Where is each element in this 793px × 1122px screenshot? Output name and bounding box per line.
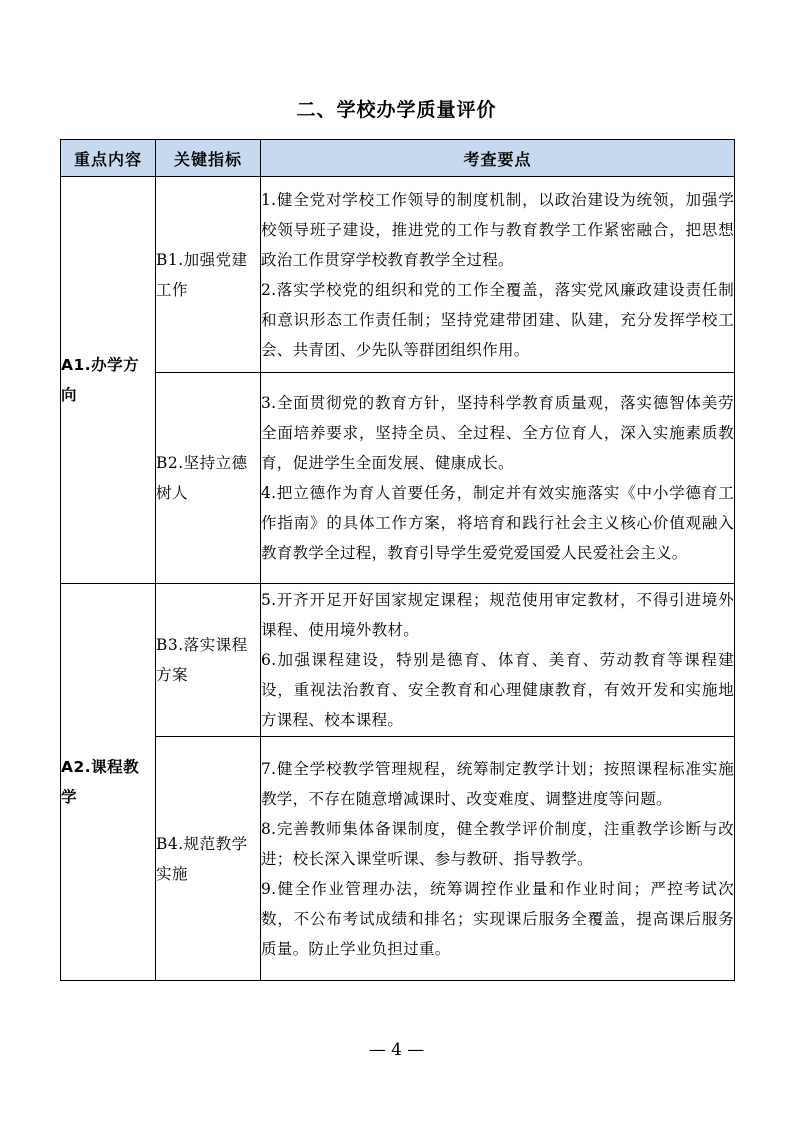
check-point: 5.开齐开足开好国家规定课程；规范使用审定教材，不得引进境外课程、使用境外教材。	[261, 591, 734, 639]
table-header-row	[61, 140, 735, 177]
evaluation-table	[60, 139, 735, 981]
check-point: 4.把立德作为育人首要任务，制定并有效实施落实《中小学德育工作指南》的具体工作方案，将培育和践行社会主义核心价值观融入教育教学全过程，教育引导学生爱党爱国爱人民爱社会主义。	[261, 484, 734, 562]
header-key-indicator: 关键指标	[156, 140, 261, 177]
table-row	[61, 737, 735, 981]
section-title: 二、学校办学质量评价	[296, 99, 497, 121]
table-row	[61, 584, 735, 737]
table-row	[61, 177, 735, 373]
page-number: — 4 —	[368, 1040, 425, 1060]
check-point: 9.健全作业管理办法，统筹调控作业量和作业时间；严控考试次数，不公布考试成绩和排名；实现课后服务全覆盖，提高课后服务质量。防止学业负担过重。	[261, 879, 734, 958]
header-check-points: 考查要点	[261, 140, 735, 177]
check-points-cell	[261, 584, 735, 737]
check-point: 3.全面贯彻党的教育方针，坚持科学教育质量观，落实德智体美劳全面培养要求，坚持全员、全过程、全方位育人，深入实施素质教育，促进学生全面发展、健康成长。	[261, 394, 734, 472]
indicator-cell: B3.落实课程方案	[156, 584, 261, 737]
category-cell: A2.课程教学	[61, 584, 156, 981]
check-points-cell	[261, 737, 735, 981]
header-key-content: 重点内容	[61, 140, 156, 177]
check-points-cell	[261, 177, 735, 373]
table-row	[61, 373, 735, 584]
check-points-cell	[261, 373, 735, 584]
check-point: 8.完善教师集体备课制度，健全教学评价制度，注重教学诊断与改进；校长深入课堂听课、参与教研、指导教学。	[261, 819, 734, 868]
indicator-cell: B2.坚持立德树人	[156, 373, 261, 584]
check-point: 1.健全党对学校工作领导的制度机制，以政治建设为统领，加强学校领导班子建设，推进党的工作与教育教学工作紧密融合，把思想政治工作贯穿学校教育教学全过程。	[261, 190, 734, 269]
check-point: 2.落实学校党的组织和党的工作全覆盖，落实党风廉政建设责任制和意识形态工作责任制；坚持党建带团建、队建，充分发挥学校工会、共青团、少先队等群团组织作用。	[261, 280, 734, 359]
indicator-cell: B1.加强党建工作	[156, 177, 261, 373]
indicator-cell: B4.规范教学实施	[156, 737, 261, 981]
check-point: 7.健全学校教学管理规程，统筹制定教学计划；按照课程标准实施教学，不存在随意增减课时、改变难度、调整进度等问题。	[261, 759, 734, 808]
category-cell: A1.办学方向	[61, 177, 156, 584]
check-point: 6.加强课程建设，特别是德育、体育、美育、劳动教育等课程建设，重视法治教育、安全教育和心理健康教育，有效开发和实施地方课程、校本课程。	[261, 651, 734, 729]
